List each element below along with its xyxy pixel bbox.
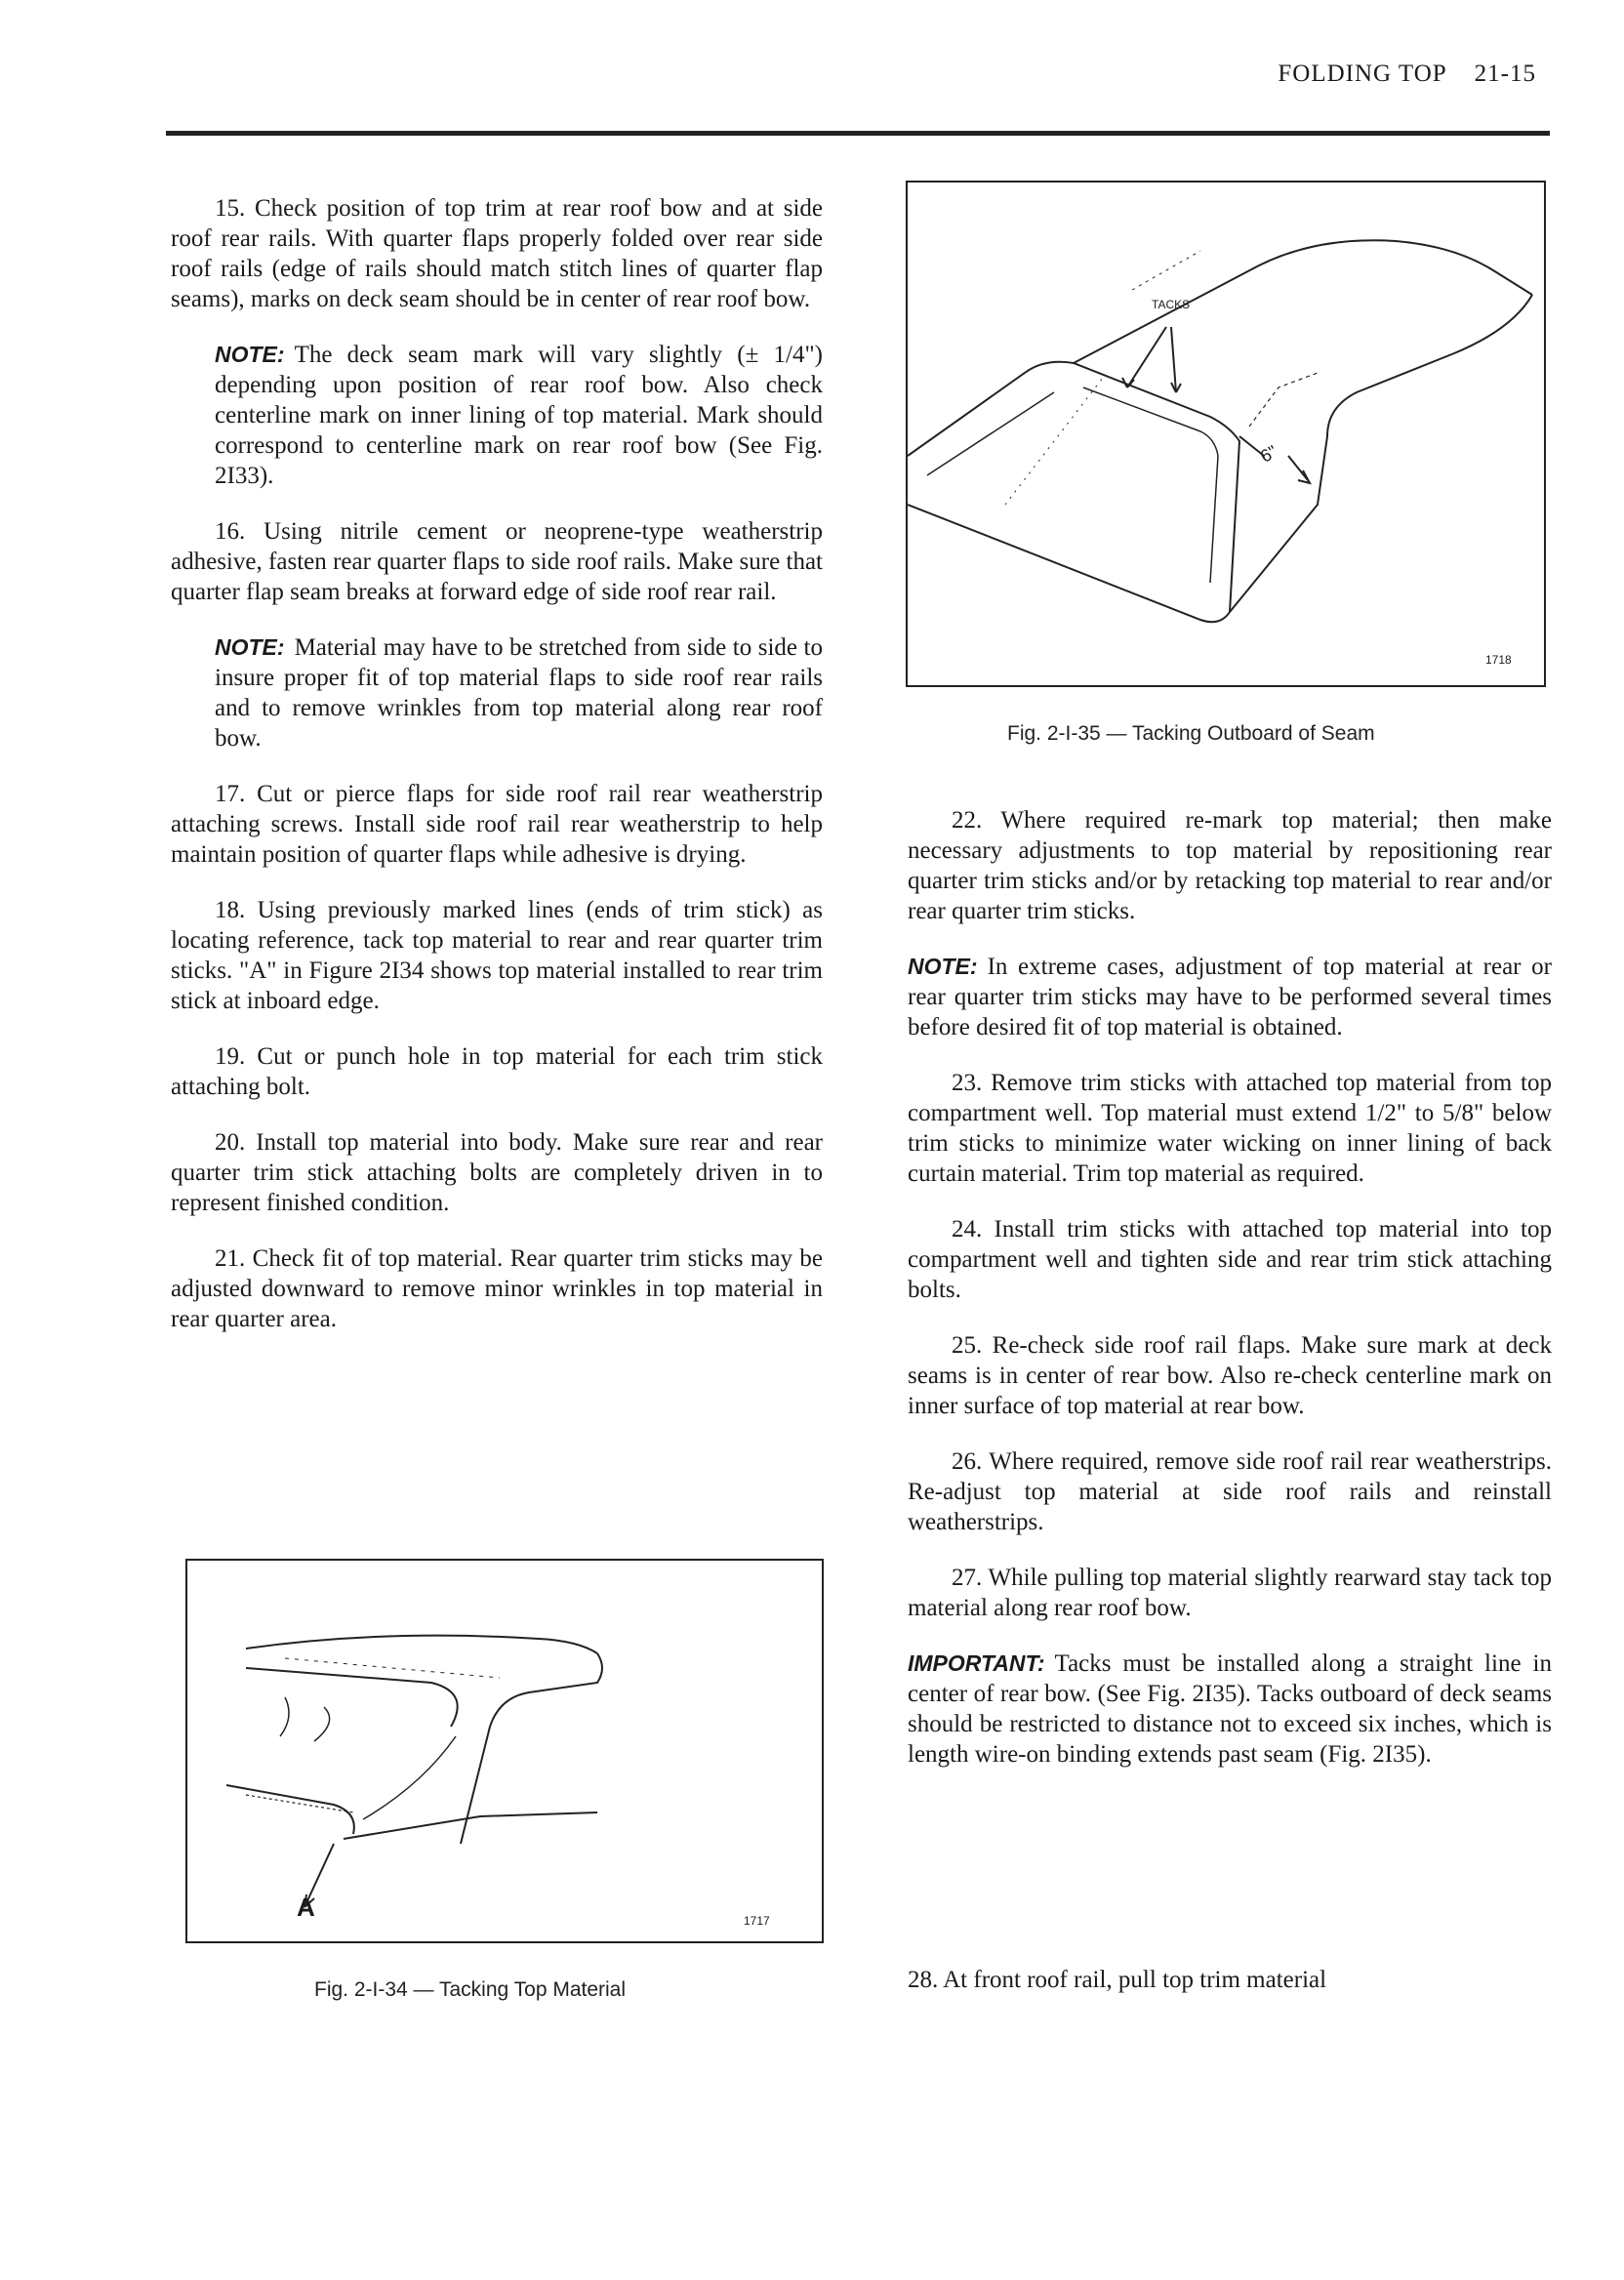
note-label: NOTE:: [215, 634, 285, 660]
figure-number: 1718: [1485, 653, 1512, 667]
step-19: 19. Cut or punch hole in top material for each trim stick attaching bolt.: [171, 1043, 823, 1100]
note-material-stretch: [171, 632, 823, 753]
step-23: 23. Remove trim sticks with attached top material from top compartment well. Top material must extend 1/2" to 5/8" below trim sticks to minimize water wicking on inner lining of back curtain material. Trim top material as required.: [908, 1070, 1552, 1187]
note-extreme-cases: [908, 952, 1552, 1042]
note-text: Material may have to be stretched from side to side to insure proper fit of top material flaps to side roof rear rails and to remove wrinkles from top material along rear roof bow.: [215, 634, 823, 752]
step-25: 25. Re-check side roof rail flaps. Make sure mark at deck seams is in center of rear bow. Also re-check centerline mark on inner surface of top material at rear bow.: [908, 1332, 1552, 1419]
note-label: NOTE:: [215, 342, 285, 367]
figure-tacking-outboard-of-seam: [906, 181, 1546, 687]
step-26: 26. Where required, remove side roof rail rear weatherstrips. Re-adjust top material at side roof rails and reinstall weatherstrips.: [908, 1448, 1552, 1535]
important-text: Tacks must be installed along a straight line in center of rear bow. (See Fig. 2I35). Tacks outboard of deck seams should be restricted to distance not to exceed six inches, which is length wire-on binding extends past seam (Fig. 2I35).: [908, 1650, 1552, 1768]
important-note: [908, 1649, 1552, 1770]
header-rule: [166, 131, 1550, 136]
note-text: The deck seam mark will vary slightly (± 1/4") depending upon position of rear roof bow. Also check centerline mark on inner lining of top material. Mark should correspond to centerline mark on rear roof bow (See Fig. 2I33).: [215, 342, 823, 489]
step-27: 27. While pulling top material slightly rearward stay tack top material along rear roof bow.: [908, 1565, 1552, 1621]
rear-corner-illustration: [187, 1561, 822, 1941]
step-15: 15. Check position of top trim at rear roof bow and at side roof rear rails. With quarter flaps properly folded over rear side roof rails (edge of rails should match stitch lines of quarter flap seams), marks on deck seam should be in center of rear roof bow.: [171, 195, 823, 312]
right-column: [908, 805, 1552, 1795]
page-header: [1278, 61, 1536, 88]
note-label: NOTE:: [908, 954, 978, 979]
step-22: 22. Where required re-mark top material; then make necessary adjustments to top material by repositioning rear quarter trim sticks and/or by retacking top material to rear and/or rear quarter trim sticks.: [908, 807, 1552, 924]
step-18: 18. Using previously marked lines (ends of trim stick) as locating reference, tack top material to rear and rear quarter trim sticks. "A" in Figure 2I34 shows top material installed to rear trim stick at inboard edge.: [171, 897, 823, 1014]
callout-a-label: A: [297, 1893, 315, 1922]
step-24: 24. Install trim sticks with attached top material into top compartment well and tighten side and rear trim stick attaching bolts.: [908, 1216, 1552, 1303]
dimension-label: 6": [1256, 441, 1281, 467]
note-text: In extreme cases, adjustment of top material at rear or rear quarter trim sticks may have to be performed several times before desired fit of top material is obtained.: [908, 954, 1552, 1040]
step-16: 16. Using nitrile cement or neoprene-type weatherstrip adhesive, fasten rear quarter flaps to side roof rails. Make sure that quarter flap seam breaks at forward edge of side roof rear rail.: [171, 518, 823, 605]
figure-tacking-top-material: [185, 1559, 824, 1943]
step-17: 17. Cut or pierce flaps for side roof rail rear weatherstrip attaching screws. Install side roof rail rear weatherstrip to help maintain position of quarter flaps while adhesive is drying.: [171, 781, 823, 868]
figure-caption: Fig. 2-I-35 — Tacking Outboard of Seam: [1007, 722, 1375, 745]
step-20: 20. Install top material into body. Make sure rear and rear quarter trim stick attaching bolts are completely driven in to represent finished condition.: [171, 1129, 823, 1216]
important-label: IMPORTANT:: [908, 1650, 1045, 1676]
step-28: 28. At front roof rail, pull top trim material: [908, 1967, 1327, 1993]
roof-illustration: [908, 183, 1544, 685]
figure-number: 1717: [744, 1914, 770, 1928]
page-number: 21-15: [1474, 61, 1536, 87]
tacks-label: TACKS: [1152, 298, 1191, 311]
figure-caption: Fig. 2-I-34 — Tacking Top Material: [314, 1978, 627, 2001]
header-title: FOLDING TOP: [1278, 61, 1447, 87]
step-21: 21. Check fit of top material. Rear quarter trim sticks may be adjusted downward to remove minor wrinkles in top material in rear quarter area.: [171, 1245, 823, 1332]
note-deck-seam: [171, 340, 823, 491]
left-column: [171, 193, 823, 1360]
